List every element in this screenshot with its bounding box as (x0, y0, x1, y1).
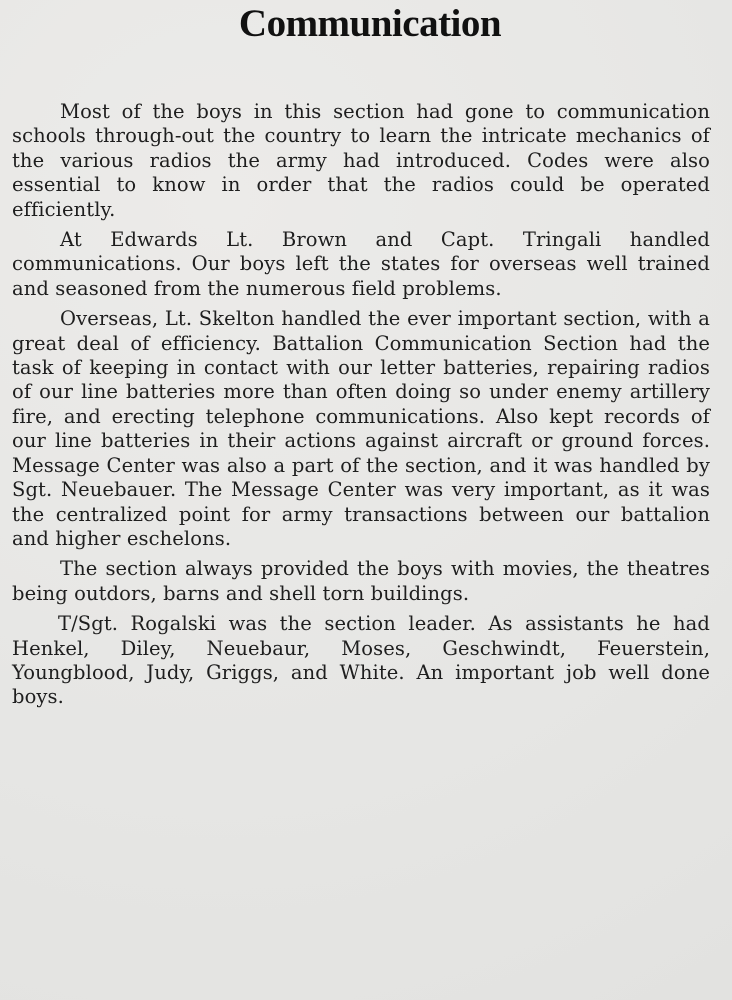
paragraph-overseas: Overseas, Lt. Skelton handled the ever important section, with a great deal of efficiency. Battalion Communication Section had the task of keeping in contact with our letter batteries, repairing radios of our line batteries more than often doing so under enemy artillery fire, and erecting telephone communications. Also kept records of our line batteries in their actions against aircraft or ground forces. Message Center was also a part of the section, and it was handled by Sgt. Neuebauer. The Message Center was very important, as it was the centralized point for army transactions between our battalion and higher eschelons. (12, 307, 710, 550)
paragraph-edwards: At Edwards Lt. Brown and Capt. Tringali handled communications. Our boys left the states for overseas well trained and seasoned from the numerous field problems. (12, 228, 710, 300)
paragraph-movies: The section always provided the boys with movies, the theatres being outdors, barns and shell torn buildings. (12, 557, 710, 605)
page-title: Communication (238, 2, 502, 45)
article-body (12, 100, 710, 716)
paragraph-schools: Most of the boys in this section had gone to communication schools through-out the country to learn the intricate mechanics of the various radios the army had introduced. Codes were also essential to know in order that the radios could be operated efficiently. (12, 100, 710, 221)
paragraph-section-leader: T/Sgt. Rogalski was the section leader. As assistants he had Henkel, Diley, Neuebaur, Moses, Geschwindt, Feuerstein, Youngblood, Judy, Griggs, and White. An important job well done boys. (12, 612, 710, 709)
